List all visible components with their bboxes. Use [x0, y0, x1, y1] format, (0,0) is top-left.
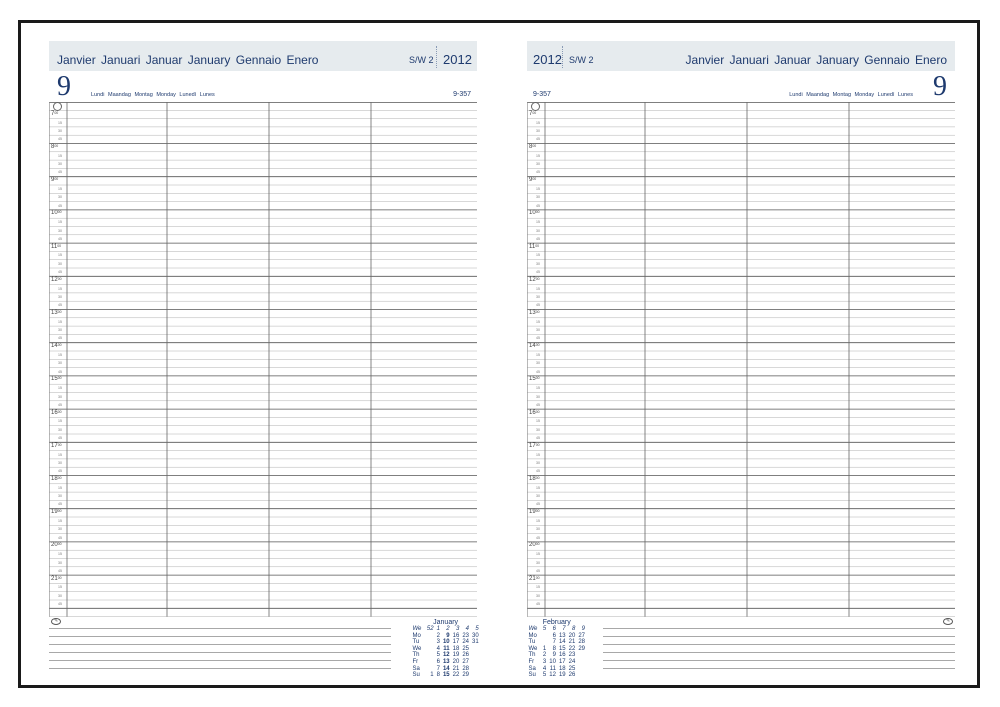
calendar-day: 28 — [462, 665, 469, 672]
quarter-label: 15 — [58, 519, 62, 523]
note-line[interactable] — [603, 637, 955, 645]
hour-label: $11^{00}$ — [529, 243, 540, 250]
quarter-label: 30 — [58, 294, 62, 299]
weekday-label: Th — [412, 652, 420, 659]
quarter-label: 30 — [58, 195, 62, 200]
quarter-label: 45 — [58, 402, 62, 407]
day-number: 9 — [57, 71, 71, 102]
note-line[interactable] — [49, 621, 391, 629]
weekday-label: Fr — [528, 658, 535, 665]
quarter-label: 45 — [58, 602, 62, 606]
quarter-label: 15 — [536, 120, 540, 125]
calendar-day: 6 — [552, 632, 556, 639]
calendar-day: 25 — [462, 645, 469, 652]
week-row — [411, 626, 480, 633]
pencil-icon: ✎ — [51, 618, 61, 625]
calendar-day: 11 — [549, 665, 556, 672]
quarter-label: 30 — [58, 593, 62, 598]
quarter-label: 45 — [536, 602, 540, 606]
calendar-day: 11 — [443, 645, 450, 652]
quarter-label: 30 — [536, 593, 540, 598]
quarter-label: 15 — [536, 552, 540, 557]
calendar-day: 28 — [578, 639, 585, 646]
calendar-day: 7 — [552, 639, 556, 646]
quarter-label: 45 — [536, 402, 540, 407]
hour-label: $9^{00}$ — [529, 177, 537, 184]
calendar-day: 4 — [436, 645, 440, 652]
quarter-label: 30 — [58, 394, 62, 399]
year: 2012 — [443, 52, 472, 67]
quarter-label: 30 — [58, 128, 62, 133]
quarter-label: 30 — [58, 494, 62, 499]
weekday-label: Tu — [528, 639, 536, 646]
quarter-label: 45 — [536, 336, 540, 341]
quarter-label: 45 — [536, 137, 540, 142]
weekday-label: Su — [412, 672, 420, 679]
calendar-day: 14 — [558, 639, 566, 646]
header-divider — [436, 46, 437, 68]
note-line[interactable] — [603, 645, 955, 653]
hour-label: $17^{00}$ — [529, 442, 540, 449]
calendar-day — [425, 646, 435, 653]
hour-label: $8^{00}$ — [529, 144, 537, 150]
calendar-day — [425, 633, 435, 640]
month-names: Janvier Januari Januar January Gennaio Enero — [685, 53, 947, 67]
quarter-label: 30 — [58, 527, 62, 532]
week-row — [527, 626, 587, 633]
hour-label: $17^{00}$ — [51, 442, 62, 449]
quarter-label: 45 — [536, 170, 540, 175]
quarter-label: 30 — [536, 228, 540, 233]
calendar-day: 25 — [568, 665, 576, 672]
calendar-day: 18 — [452, 645, 460, 652]
quarter-label: 30 — [536, 328, 540, 333]
quarter-label: 45 — [536, 270, 540, 274]
quarter-label: 45 — [536, 502, 540, 507]
calendar-day: 29 — [462, 672, 469, 679]
calendar-row — [411, 633, 480, 640]
week-number-cell: We — [412, 626, 422, 632]
hour-label: $19^{00}$ — [51, 509, 62, 516]
quarter-label: 45 — [58, 236, 62, 241]
calendar-row — [527, 646, 587, 653]
calendar-day — [471, 646, 481, 653]
quarter-label: 45 — [536, 535, 540, 540]
calendar-day: 27 — [578, 632, 585, 639]
right-page — [527, 41, 955, 679]
calendar-day — [471, 659, 481, 666]
calendar-day: 24 — [462, 639, 469, 646]
quarter-label: 45 — [536, 303, 540, 308]
quarter-label: 30 — [536, 394, 540, 399]
week-number: S/W 2 — [569, 55, 594, 65]
header-divider — [562, 46, 563, 68]
calendar-row — [411, 659, 480, 666]
calendar-day: 12 — [549, 672, 556, 679]
quarter-label: 45 — [58, 170, 62, 175]
calendar-day: 10 — [549, 658, 556, 665]
hour-label: $9^{00}$ — [51, 177, 59, 184]
quarter-label: 30 — [536, 460, 540, 465]
week-number-cell: 8 — [571, 626, 576, 632]
calendar-day: 27 — [462, 658, 469, 665]
calendar-day: 9 — [446, 632, 450, 639]
hour-label: $8^{00}$ — [51, 144, 59, 150]
calendar-row — [527, 666, 587, 673]
mini-calendar-january — [411, 619, 480, 679]
calendar-day: 20 — [452, 658, 460, 665]
note-line[interactable] — [603, 621, 955, 629]
calendar-row — [411, 652, 480, 659]
calendar-row — [411, 672, 480, 679]
hour-label: $12^{00}$ — [529, 276, 540, 283]
weekday-label: Mo — [528, 632, 537, 639]
note-line[interactable] — [603, 661, 955, 669]
quarter-label: 45 — [58, 336, 62, 341]
quarter-label: 30 — [58, 361, 62, 366]
quarter-label: 15 — [58, 187, 62, 191]
day-of-year: 9-357 — [533, 91, 551, 98]
week-number-cell: 5 — [475, 626, 479, 632]
calendar-day: 19 — [452, 652, 460, 659]
quarter-label: 15 — [536, 286, 540, 291]
quarter-label: 45 — [536, 436, 540, 440]
quarter-label: 15 — [58, 319, 62, 324]
hour-label: $18^{00}$ — [529, 476, 540, 482]
quarter-label: 30 — [58, 460, 62, 465]
quarter-label: 15 — [58, 386, 62, 391]
mini-calendar-table — [411, 626, 480, 679]
notes-lines[interactable] — [49, 621, 391, 669]
calendar-day: 2 — [436, 632, 440, 639]
weekday-label: Sa — [528, 665, 536, 672]
mini-calendar-title: February — [542, 619, 571, 626]
quarter-label: 15 — [58, 253, 62, 258]
calendar-row — [527, 672, 587, 679]
quarter-label: 15 — [58, 419, 62, 424]
quarter-label: 30 — [536, 294, 540, 299]
calendar-day — [577, 659, 587, 666]
day-number: 9 — [933, 71, 947, 102]
quarter-label: 15 — [536, 253, 540, 258]
quarter-label: 45 — [536, 203, 540, 208]
quarter-label: 30 — [536, 195, 540, 200]
hour-label: $12^{00}$ — [51, 276, 62, 283]
calendar-day: 13 — [442, 658, 450, 665]
calendar-row — [527, 659, 587, 666]
quarter-label: 15 — [58, 353, 62, 357]
quarter-label: 30 — [58, 560, 62, 565]
weekday-label: We — [528, 645, 538, 652]
hour-label: $13^{00}$ — [51, 310, 62, 316]
calendar-day: 7 — [436, 665, 440, 672]
calendar-day: 16 — [558, 652, 566, 659]
hour-label: $7^{00}$ — [51, 110, 59, 117]
quarter-label: 45 — [58, 369, 62, 374]
calendar-day: 17 — [558, 658, 566, 665]
calendar-row — [411, 646, 480, 653]
hour-label: $15^{00}$ — [51, 376, 62, 383]
quarter-label: 30 — [536, 427, 540, 432]
note-line[interactable] — [49, 645, 391, 653]
calendar-day: 6 — [436, 658, 440, 665]
calendar-day — [577, 672, 587, 679]
quarter-label: 45 — [536, 568, 540, 573]
calendar-day: 17 — [452, 639, 460, 646]
calendar-day: 23 — [462, 632, 469, 639]
quarter-label: 30 — [58, 162, 62, 167]
calendar-day: 23 — [568, 652, 576, 659]
calendar-day: 8 — [436, 672, 440, 679]
calendar-day: 1 — [430, 672, 434, 679]
weekday-label: We — [412, 645, 422, 652]
note-line[interactable] — [49, 629, 391, 637]
calendar-row — [527, 633, 587, 640]
quarter-label: 30 — [536, 560, 540, 565]
quarter-label: 15 — [58, 452, 62, 457]
quarter-label: 15 — [58, 220, 62, 225]
quarter-label: 45 — [58, 502, 62, 507]
quarter-label: 15 — [536, 386, 540, 391]
hour-label: $19^{00}$ — [529, 509, 540, 516]
hour-label: $11^{00}$ — [51, 243, 62, 250]
quarter-label: 30 — [58, 228, 62, 233]
calendar-day — [577, 652, 587, 659]
quarter-label: 15 — [58, 120, 62, 125]
hour-label: $21^{00}$ — [51, 575, 62, 582]
calendar-day: 26 — [568, 672, 576, 679]
weekday-label: Fr — [412, 658, 419, 665]
calendar-day: 12 — [442, 652, 450, 659]
week-number-cell: We — [528, 626, 538, 632]
weekday-label: Sa — [412, 665, 420, 672]
mini-calendar-february — [527, 619, 587, 679]
week-number-cell: 7 — [562, 626, 566, 632]
quarter-label: 45 — [536, 469, 540, 474]
calendar-day — [425, 652, 435, 659]
clock-icon — [531, 102, 540, 111]
hour-label: $14^{00}$ — [51, 343, 62, 350]
calendar-day: 30 — [472, 632, 479, 639]
quarter-label: 45 — [58, 137, 62, 142]
quarter-label: 30 — [58, 427, 62, 432]
note-line[interactable] — [49, 661, 391, 669]
quarter-label: 15 — [536, 519, 540, 523]
quarter-label: 45 — [58, 303, 62, 308]
quarter-label: 15 — [58, 552, 62, 557]
hour-label: $10^{00}$ — [529, 210, 540, 217]
calendar-row — [527, 652, 587, 659]
calendar-day: 22 — [452, 672, 460, 679]
weekday-label: Th — [528, 652, 536, 659]
quarter-label: 45 — [58, 270, 62, 274]
quarter-label: 45 — [536, 236, 540, 241]
calendar-day: 3 — [542, 658, 547, 665]
calendar-day — [577, 666, 587, 673]
note-line[interactable] — [603, 653, 955, 661]
hour-label: $7^{00}$ — [529, 110, 537, 117]
week-number-cell: 3 — [455, 626, 460, 632]
note-line[interactable] — [49, 637, 391, 645]
header-band — [527, 41, 955, 71]
quarter-label: 45 — [58, 469, 62, 474]
calendar-day: 8 — [552, 645, 556, 652]
calendar-day: 10 — [442, 639, 450, 646]
calendar-day: 4 — [542, 665, 547, 672]
calendar-day: 29 — [578, 645, 585, 652]
grid-lines — [527, 102, 955, 617]
quarter-label: 15 — [536, 452, 540, 457]
week-number-cell: 5 — [542, 626, 547, 632]
quarter-label: 15 — [536, 419, 540, 424]
calendar-day: 1 — [542, 645, 547, 652]
quarter-label: 15 — [536, 187, 540, 191]
month-names: Janvier Januari Januar January Gennaio Enero — [57, 53, 319, 67]
quarter-label: 15 — [58, 485, 62, 490]
hour-label: $14^{00}$ — [529, 343, 540, 350]
calendar-day: 31 — [472, 639, 479, 646]
calendar-day: 15 — [442, 672, 450, 679]
calendar-day: 21 — [568, 639, 576, 646]
left-page — [49, 41, 479, 679]
calendar-day — [471, 652, 481, 659]
calendar-day — [425, 659, 435, 666]
calendar-day: 16 — [452, 632, 460, 639]
quarter-label: 15 — [58, 153, 62, 158]
quarter-label: 30 — [536, 527, 540, 532]
quarter-label: 15 — [536, 153, 540, 158]
weekday-label: Su — [528, 672, 536, 679]
quarter-label: 30 — [536, 162, 540, 167]
quarter-label: 15 — [536, 319, 540, 324]
quarter-label: 30 — [536, 128, 540, 133]
notes-lines[interactable] — [603, 621, 955, 669]
mini-calendar-title: January — [433, 619, 459, 626]
calendar-day: 5 — [436, 652, 440, 659]
quarter-label: 45 — [58, 203, 62, 208]
week-number: S/W 2 — [409, 55, 434, 65]
day-of-year: 9-357 — [453, 91, 471, 98]
quarter-label: 45 — [58, 568, 62, 573]
quarter-label: 45 — [58, 436, 62, 440]
calendar-day — [425, 666, 435, 673]
quarter-label: 30 — [536, 261, 540, 266]
calendar-day: 26 — [462, 652, 469, 659]
quarter-label: 15 — [536, 353, 540, 357]
quarter-label: 45 — [58, 535, 62, 540]
calendar-day: 14 — [442, 665, 450, 672]
hour-label: $21^{00}$ — [529, 575, 540, 582]
mini-calendar-table — [527, 626, 587, 679]
calendar-day: 13 — [558, 632, 566, 639]
header-band — [49, 41, 477, 71]
calendar-day — [425, 639, 435, 646]
week-number-cell: 2 — [446, 626, 450, 632]
calendar-day: 2 — [542, 652, 547, 659]
calendar-day: 3 — [436, 639, 440, 646]
clock-icon — [53, 102, 62, 111]
calendar-day: 20 — [568, 632, 576, 639]
weekday-label: Tu — [412, 639, 420, 646]
hour-label: $10^{00}$ — [51, 210, 62, 217]
quarter-label: 15 — [536, 485, 540, 490]
quarter-label: 15 — [58, 585, 62, 590]
week-number-cell: 1 — [436, 626, 440, 632]
calendar-day: 24 — [568, 658, 576, 665]
calendar-day: 19 — [558, 672, 566, 679]
hour-label: $20^{00}$ — [529, 542, 540, 549]
year: 2012 — [533, 52, 562, 67]
hour-label: $16^{00}$ — [529, 409, 540, 416]
week-number-cell: 9 — [581, 626, 585, 632]
calendar-day: 22 — [568, 645, 576, 652]
quarter-label: 30 — [58, 261, 62, 266]
weekday-label: Mo — [412, 632, 421, 639]
week-number-cell: 52 — [426, 626, 434, 632]
quarter-label: 15 — [58, 286, 62, 291]
note-line[interactable] — [49, 653, 391, 661]
hour-label: $20^{00}$ — [51, 542, 62, 549]
quarter-label: 30 — [536, 361, 540, 366]
quarter-label: 15 — [536, 585, 540, 590]
calendar-day — [471, 666, 481, 673]
hour-label: $15^{00}$ — [529, 376, 540, 383]
week-number-cell: 6 — [552, 626, 556, 632]
calendar-day: 5 — [542, 672, 547, 679]
hour-label: $18^{00}$ — [51, 476, 62, 482]
day-names: Lundi Maandag Montag Monday Lunedì Lunes — [91, 92, 215, 98]
quarter-label: 30 — [536, 494, 540, 499]
calendar-day: 15 — [558, 645, 566, 652]
calendar-row — [411, 639, 480, 646]
hour-label: $13^{00}$ — [529, 310, 540, 316]
week-number-cell: 4 — [465, 626, 469, 632]
note-line[interactable] — [603, 629, 955, 637]
calendar-day: 21 — [452, 665, 460, 672]
calendar-day: 9 — [552, 652, 556, 659]
calendar-row — [411, 666, 480, 673]
pencil-icon: ✎ — [943, 618, 953, 625]
diary-spread — [18, 20, 980, 688]
quarter-label: 15 — [536, 220, 540, 225]
day-names: Lundi Maandag Montag Monday Lunedì Lunes — [789, 92, 913, 98]
grid-lines — [49, 102, 477, 617]
calendar-day — [471, 672, 481, 679]
calendar-day: 18 — [558, 665, 566, 672]
hour-label: $16^{00}$ — [51, 409, 62, 416]
calendar-row — [527, 639, 587, 646]
quarter-label: 30 — [58, 328, 62, 333]
quarter-label: 45 — [536, 369, 540, 374]
